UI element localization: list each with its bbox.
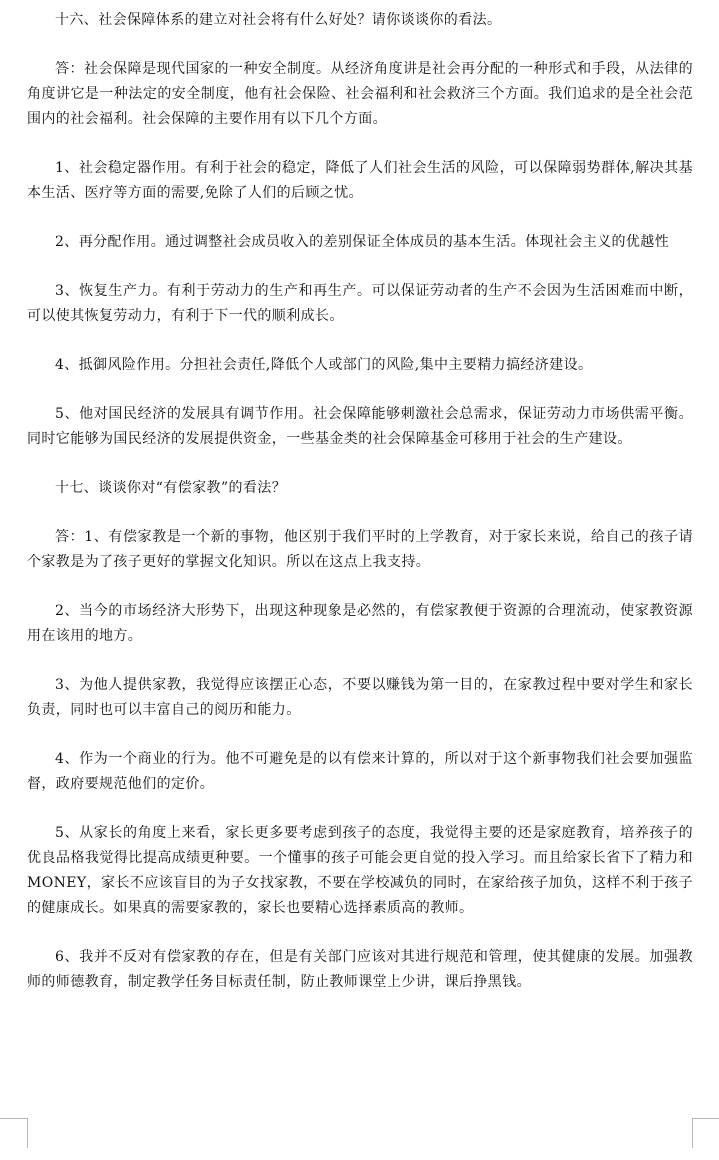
paragraph-gap: [27, 33, 693, 57]
page-corner-mark-left-vertical: [27, 1118, 28, 1148]
answer-17-point-6: 6、我并不反对有偿家教的存在，但是有关部门应该对其进行规范和管理，使其健康的发展。加强教师的师德教育，制定教学任务目标责任制，防止教师课堂上少讲，课后挣黑钱。: [27, 949, 693, 990]
paragraph-gap: [27, 723, 693, 747]
paragraph-gap: [27, 206, 693, 230]
answer-16-point-5: 5、他对国民经济的发展具有调节作用。社会保障能够刺激社会总需求，保证劳动力市场供需平衡。同时它能够为国民经济的发展提供资金，一些基金类的社会保障基金可移用于社会的生产建设。: [27, 406, 693, 447]
answer-17-point-5: 5、从家长的角度上来看，家长更多要考虑到孩子的态度，我觉得主要的还是家庭教育，培养孩子的优良品格我觉得比提高成绩更种要。一个懂事的孩子可能会更自觉的投入学习。而且给家长省下了精力和 MONEY，家长不应该盲目的为子女找家教，不要在学校减负的同时，在家给孩子加负，这样不利于孩子的健康成长。如果真的需要家教的，家长也要精心选择素质高的教师。: [27, 825, 693, 916]
answer-17-point-4: 4、作为一个商业的行为。他不可避免是的以有偿来计算的，所以对于这个新事物我们社会要加强监督，政府要规范他们的定价。: [27, 751, 693, 792]
paragraph-gap: [27, 378, 693, 402]
paragraph-gap: [27, 797, 693, 821]
paragraph-gap: [27, 649, 693, 673]
document-body: [27, 8, 693, 995]
answer-16-point-1: 1、社会稳定器作用。有利于社会的稳定，降低了人们社会生活的风险，可以保障弱势群体,解决其基本生活、医疗等方面的需要,免除了人们的后顾之忧。: [27, 160, 693, 201]
answer-16-point-4: 4、抵御风险作用。分担社会责任,降低个人或部门的风险,集中主要精力搞经济建设。: [55, 357, 593, 373]
paragraph-gap: [27, 501, 693, 525]
paragraph-gap: [27, 921, 693, 945]
paragraph-gap: [27, 255, 693, 279]
paragraph-gap: [27, 575, 693, 599]
question-16-heading: 十六、社会保障体系的建立对社会将有什么好处？请你谈谈你的看法。: [55, 12, 502, 28]
page-corner-mark-left: [0, 1118, 27, 1119]
question-17-heading: 十七、谈谈你对“有偿家教”的看法？: [55, 480, 287, 496]
answer-17-point-3: 3、为他人提供家教，我觉得应该摆正心态，不要以赚钱为第一目的，在家教过程中要对学生和家长负责，同时也可以丰富自己的阅历和能力。: [27, 677, 693, 718]
answer-16-intro: 答：社会保障是现代国家的一种安全制度。从经济角度讲是社会再分配的一种形式和手段，从法律的角度讲它是一种法定的安全制度，他有社会保险、社会福利和社会救济三个方面。我们追求的是全社会范围内的社会福利。社会保障的主要作用有以下几个方面。: [27, 61, 693, 127]
page-corner-mark-right: [692, 1118, 719, 1119]
answer-17-point-2: 2、当今的市场经济大形势下，出现这种现象是必然的，有偿家教便于资源的合理流动，使家教资源用在该用的地方。: [27, 603, 693, 644]
paragraph-gap: [27, 452, 693, 476]
page-corner-mark-right-vertical: [692, 1118, 693, 1148]
paragraph-gap: [27, 329, 693, 353]
answer-16-point-3: 3、恢复生产力。有利于劳动力的生产和再生产。可以保证劳动者的生产不会因为生活困难而中断，可以使其恢复劳动力，有利于下一代的顺利成长。: [27, 283, 693, 324]
answer-16-point-2: 2、再分配作用。通过调整社会成员收入的差别保证全体成员的基本生活。体现社会主义的优越性: [55, 234, 670, 250]
paragraph-gap: [27, 132, 693, 156]
answer-17-point-1: 答：1、有偿家教是一个新的事物，他区别于我们平时的上学教育，对于家长来说，给自己的孩子请个家教是为了孩子更好的掌握文化知识。所以在这点上我支持。: [27, 529, 693, 570]
